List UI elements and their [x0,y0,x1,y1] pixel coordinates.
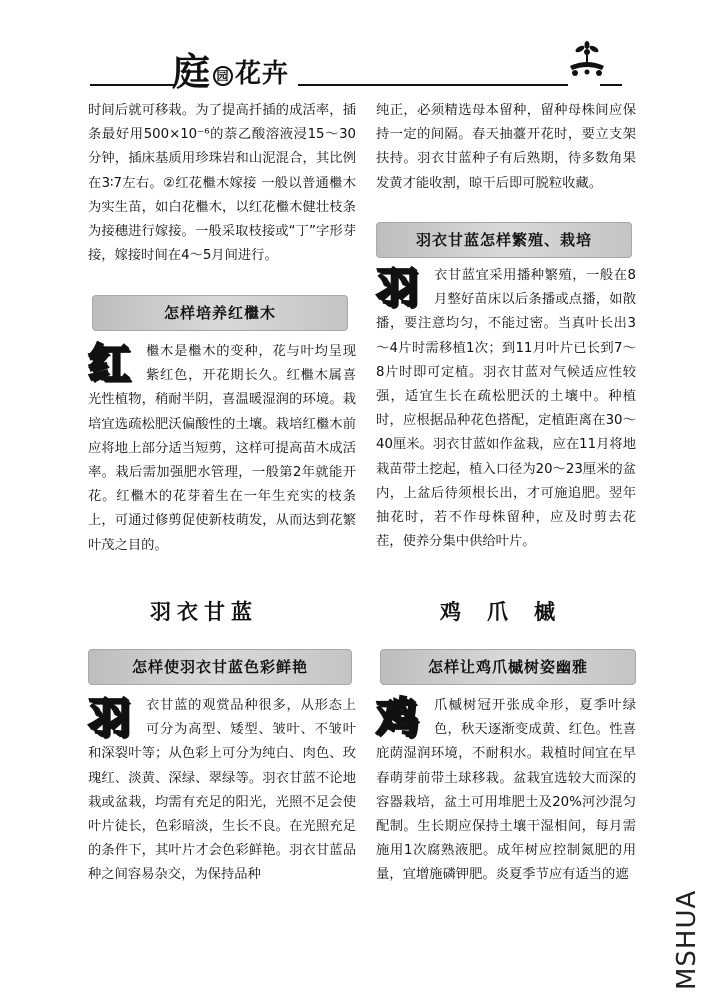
flower-ornament-icon [566,40,608,80]
drop-cap-hong: 红 [88,339,131,388]
left-text-block-2 [88,340,356,580]
header-rule-middle [298,84,568,86]
header-circle-char: 园 [213,66,233,86]
article-title-jizhaoqi: 鸡爪槭 [440,600,581,624]
section-heading-hongjimu: 怎样培养红檵木 [92,295,348,331]
left-text-block-1 [88,99,356,292]
left-paragraph-2: 檵木是檵木的变种，花与叶均呈现紫红色，开花期长久。红檵木属喜光性植物，稍耐半阴，喜温暖湿润的环境。栽培宜选疏松肥沃偏酸性的土壤。栽培红檵木前应将地上部分适当短剪，这样可提高苗木成活率。栽后需加强肥水管理，一般第2年就能开花。红檵木的花芽着生在一年生充实的枝条上，可通过修剪促使新枝萌发，从而达到花繁叶茂之目的。 [88,344,356,553]
drop-cap-yu-right: 羽 [376,263,419,312]
drop-cap-yu: 羽 [88,693,131,742]
header-title-char: 庭 [172,50,212,94]
watermark: MSHUA [672,889,702,990]
section-heading-jizhaoqi: 怎样让鸡爪槭树姿幽雅 [380,649,636,685]
header-rule-right [600,84,622,86]
left-paragraph-3: 衣甘蓝的观赏品种很多，从形态上可分为高型、矮型、皱叶、不皱叶和深裂叶等；从色彩上可分为纯白、肉色、玫瑰红、淡黄、深绿、翠绿等。羽衣甘蓝不论地栽或盆栽，均需有充足的阳光，光照不足会使叶片徒长，色彩暗淡，生长不良。在光照充足的条件下，其叶片才会色彩鲜艳。羽衣甘蓝品种之间容易杂交，为保持品种 [88,698,356,883]
right-text-block-2 [376,264,636,580]
drop-cap-ji: 鸡 [376,693,419,742]
section-heading-color: 怎样使羽衣甘蓝色彩鲜艳 [88,649,352,685]
right-text-block-3 [376,694,636,914]
right-paragraph-1: 纯正，必须精选母本留种，留种母株间应保持一定的间隔。春天抽薹开花时，要立支架扶持。羽衣甘蓝种子有后熟期，待多数角果发黄才能收割，晾干后即可脱粒收藏。 [376,103,636,191]
right-paragraph-3: 爪槭树冠开张成伞形，夏季叶绿色，秋天逐渐变成黄、红色。性喜庇荫湿润环境，不耐积水。栽植时间宜在早春萌芽前带土球移栽。盆栽宜选较大而深的容器栽培，盆土可用堆肥土及20%河沙混匀配制。生长期应保持土壤干湿相间，每月需施用1次腐熟液肥。成年树应控制氮肥的用量，宜增施磷钾肥。炎夏季节应有适当的遮 [376,698,636,883]
right-paragraph-2: 衣甘蓝宜采用播种繁殖，一般在8月整好苗床以后条播或点播，如散播，要注意均匀，不能过密。当真叶长出3～4片时需移植1次；到11月叶片已长到7～8片时即可定植。羽衣甘蓝对气候适应性较强，适宜生长在疏松肥沃的土壤中。种植时，应根据品种花色搭配，定植距离在30～40厘米。羽衣甘蓝如作盆栽，应在11月将地栽苗带土挖起，植入口径为20～23厘米的盆内，上盆后待须根长出，才可施追肥。翌年抽花时，若不作母株留种，应及时剪去花茬，使养分集中供给叶片。 [376,268,636,550]
article-title-yuyiganlan: 羽衣甘蓝 [150,600,258,624]
left-paragraph-1: 时间后就可移栽。为了提高扦插的成活率，插条最好用500×10⁻⁶的萘乙酸溶液浸15～30分钟，插床基质用珍珠岩和山泥混合，其比例在3∶7左右。②红花檵木嫁接 一般以普通檵木为实生苗，如白花檵木，以红花檵木健壮枝条为接穗进行嫁接。一般采取枝接或“丁”字形芽接，嫁接时间在4～5月间进行。 [88,103,356,264]
header-title-rest: 花卉 [235,59,290,89]
section-heading-propagation: 羽衣甘蓝怎样繁殖、栽培 [376,222,632,258]
left-text-block-3 [88,694,356,914]
right-text-block-1 [376,99,636,219]
section-header-title [172,52,289,92]
header-rule-left [90,84,175,86]
